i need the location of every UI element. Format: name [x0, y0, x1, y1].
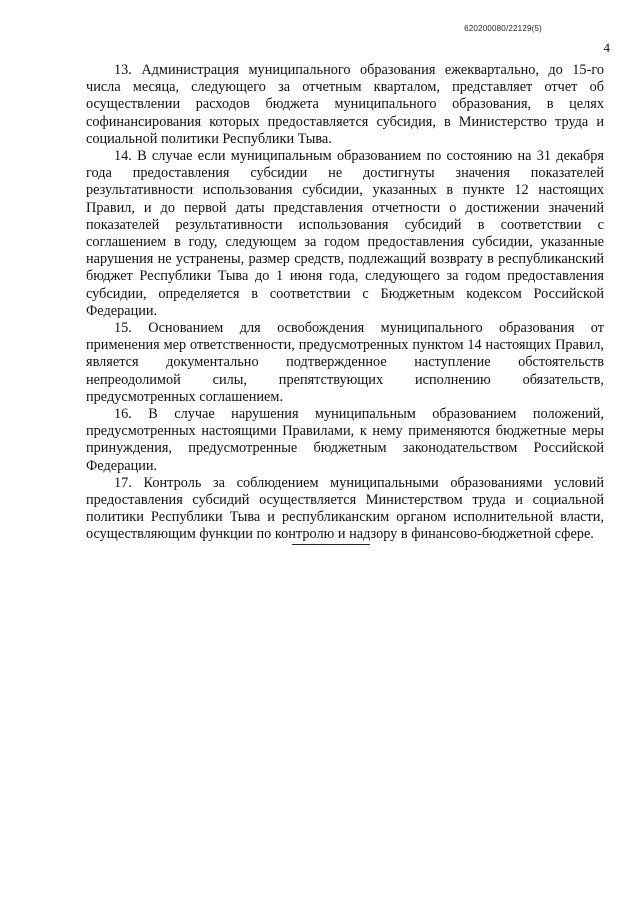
paragraph-14: 14. В случае если муниципальным образованием по состоянию на 31 декабря года предоставления субсидии не достигнуты значения показателей результативности использования субсидии, указанных в пункте 12 настоящих Правил, и до первой даты представления отчетности о достижении значений показателей результативности использования субсидий в соответствии с соглашением в году, следующем за годом предоставления субсидии, указанные нарушения не устранены, размер средств, подлежащий возврату в республиканский бюджет Республики Тыва до 1 июня года, следующего за годом предоставления субсидии, определяется в соответствии с Бюджетным кодексом Российской Федерации.	[86, 148, 604, 319]
paragraph-13: 13. Администрация муниципального образования ежеквартально, до 15-го числа месяца, следующего за отчетным кварталом, представляет отчет об осуществлении расходов бюджета муниципального образования, в целях софинансирования которых предоставляется субсидия, в Министерство труда и социальной политики Республики Тыва.	[86, 62, 604, 147]
document-body	[86, 62, 604, 544]
page-number: 4	[603, 40, 610, 55]
end-divider-line	[292, 544, 370, 545]
paragraph-16: 16. В случае нарушения муниципальным образованием положений, предусмотренных настоящими Правилами, к нему применяются бюджетные меры принуждения, предусмотренные бюджетным законодательством Российской Федерации.	[86, 406, 604, 474]
document-code: 620200080/22129(5)	[464, 24, 542, 33]
paragraph-15: 15. Основанием для освобождения муниципального образования от применения мер ответственности, предусмотренных пунктом 14 настоящих Правил, является документально подтвержденное наступление обстоятельств непреодолимой силы, препятствующих исполнению обязательств, предусмотренных соглашением.	[86, 320, 604, 405]
paragraph-17: 17. Контроль за соблюдением муниципальными образованиями условий предоставления субсидий осуществляется Министерством труда и социальной политики Республики Тыва и республиканским органом исполнительной власти, осуществляющим функции по контролю и надзору в финансово-бюджетной сфере.	[86, 474, 604, 543]
